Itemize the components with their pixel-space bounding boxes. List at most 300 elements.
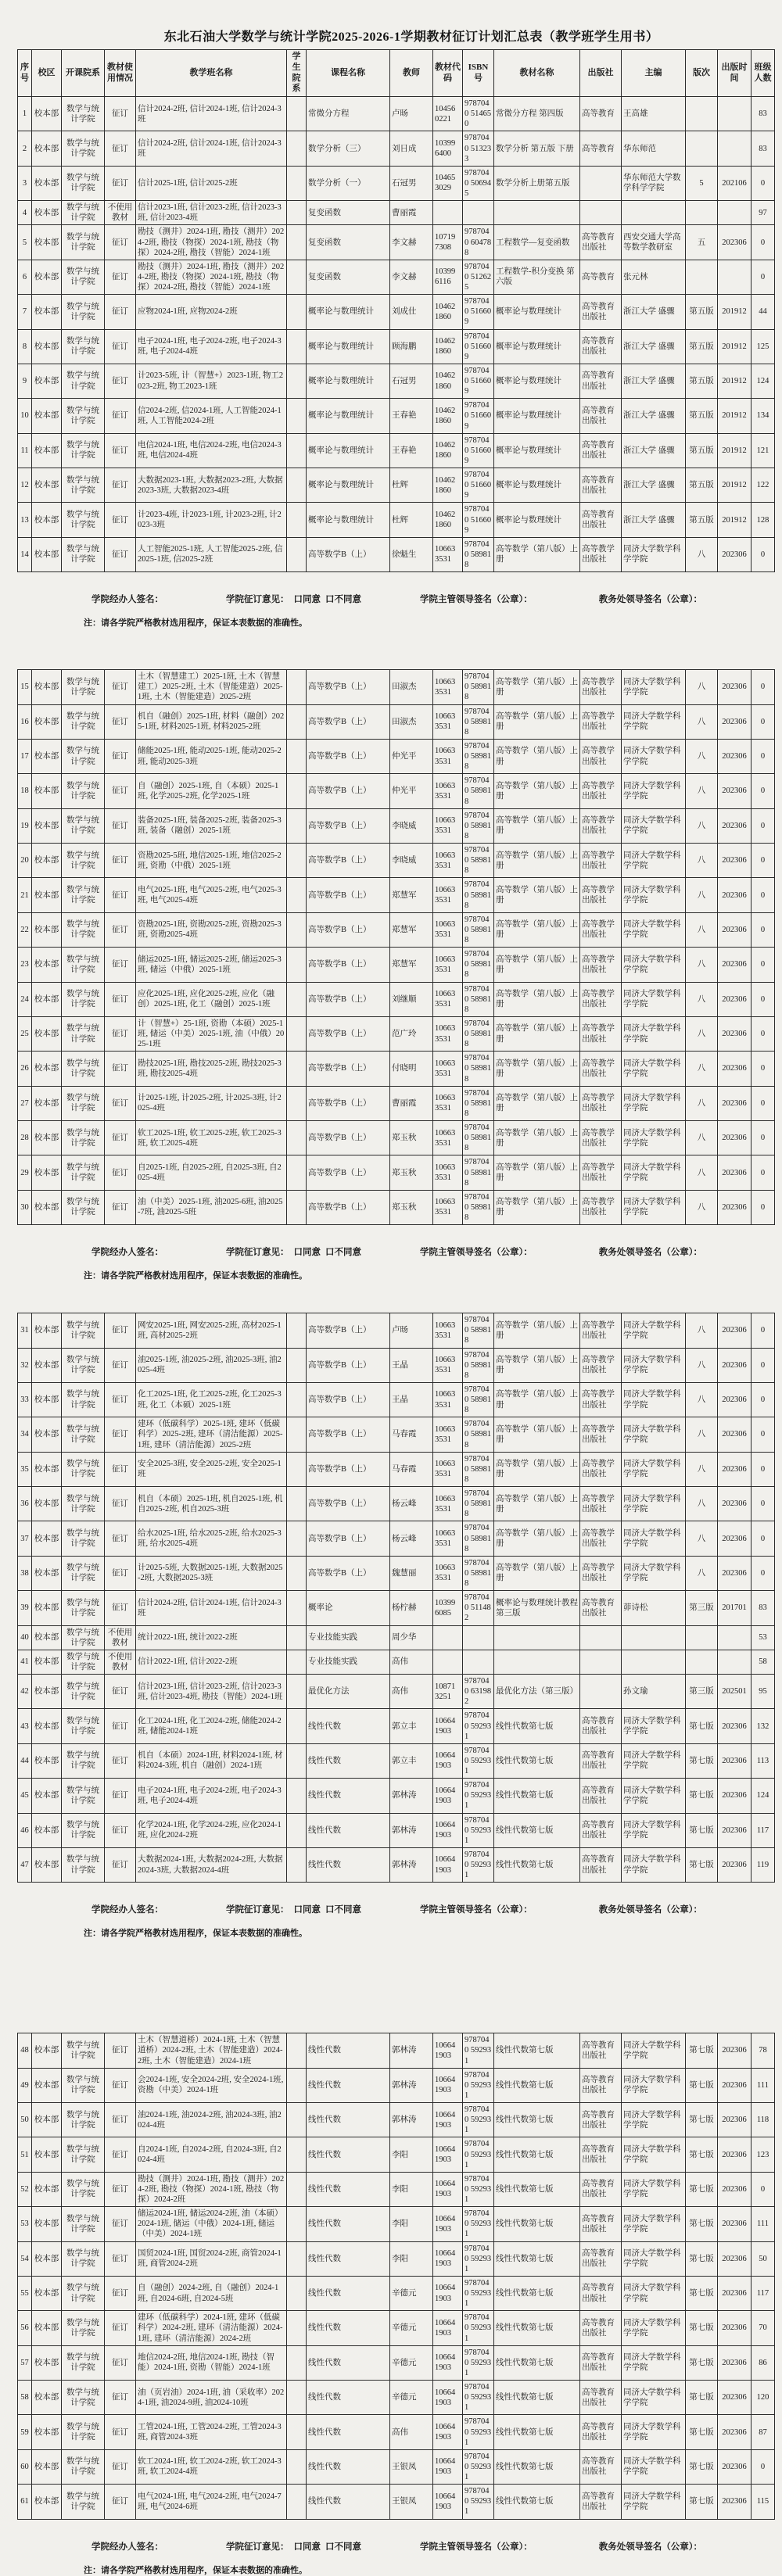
cell-no: 18 bbox=[18, 774, 32, 808]
cell-course: 高等数学B（上） bbox=[307, 704, 390, 739]
cell-teacher: 郭林涛 bbox=[390, 2068, 433, 2102]
cell-isbn: 9787040 516609 bbox=[463, 295, 494, 329]
cell-course: 高等数学B（上） bbox=[307, 1016, 390, 1051]
cell-code: 10664 1903 bbox=[433, 2137, 463, 2172]
cell-code: 10663 3531 bbox=[433, 1382, 463, 1417]
cell-teacher: 郭立丰 bbox=[390, 1743, 433, 1778]
cell-publisher: 高等教学出版社 bbox=[580, 774, 622, 808]
cell-editor: 华东师范大学数学科学学院 bbox=[622, 166, 686, 200]
cell-dept: 数学与统计学院 bbox=[62, 1521, 105, 1556]
table-row bbox=[18, 774, 775, 808]
col-header-course: 课程名称 bbox=[307, 50, 390, 97]
cell-classes: 会2024-1班, 安全2024-2班, 安全2024-1班, 资勘（中美）2024-1班 bbox=[136, 2068, 287, 2102]
cell-studept bbox=[287, 1650, 307, 1674]
cell-usage: 征订 bbox=[105, 260, 136, 294]
cell-isbn: 9787040 589818 bbox=[463, 670, 494, 704]
cell-count: 113 bbox=[752, 1743, 775, 1778]
cell-teacher: 石冠男 bbox=[390, 364, 433, 398]
cell-count: 118 bbox=[752, 2103, 775, 2137]
cell-pubtime: 202306 bbox=[718, 1155, 752, 1190]
cell-course: 概率论与数理统计 bbox=[307, 295, 390, 329]
cell-classes: 信2024-2班, 信2024-1班, 人工智能2024-1班, 人工智能2024-2班 bbox=[136, 399, 287, 433]
cell-teacher: 郑玉秋 bbox=[390, 1121, 433, 1155]
cell-no: 20 bbox=[18, 844, 32, 878]
cell-editor: 同济大学数学科学学院 bbox=[622, 1556, 686, 1590]
cell-no: 46 bbox=[18, 1813, 32, 1847]
cell-editor: 张元林 bbox=[622, 260, 686, 294]
cell-usage: 征订 bbox=[105, 2485, 136, 2519]
cell-teacher: 田淑杰 bbox=[390, 704, 433, 739]
cell-classes: 大数据2024-1班, 大数据2024-2班, 大数据2024-3班, 大数据2024-4班 bbox=[136, 1847, 287, 1882]
cell-editor: 同济大学数学科学学院 bbox=[622, 2068, 686, 2102]
cell-classes: 化学2024-1班, 化学2024-2班, 应化2024-1班, 应化2024-2班 bbox=[136, 1813, 287, 1847]
cell-pubtime: 202306 bbox=[718, 1417, 752, 1452]
cell-edition: 第五版 bbox=[686, 295, 718, 329]
cell-classes: 计2023-4班, 计2023-1班, 计2023-2班, 计2023-3班 bbox=[136, 503, 287, 537]
cell-usage: 征订 bbox=[105, 1313, 136, 1348]
cell-code bbox=[433, 201, 463, 225]
cell-pubtime: 202306 bbox=[718, 774, 752, 808]
cell-edition: 第七版 bbox=[686, 2172, 718, 2206]
cell-no: 60 bbox=[18, 2449, 32, 2484]
cell-code: 10663 3531 bbox=[433, 1313, 463, 1348]
cell-book: 高等数学（第八版）上册 bbox=[494, 1086, 580, 1120]
cell-editor: 同济大学数学科学学院 bbox=[622, 1155, 686, 1190]
cell-edition: 第七版 bbox=[686, 1847, 718, 1882]
signer-label: 学院经办人签名： bbox=[91, 595, 163, 605]
cell-editor: 同济大学数学科学学院 bbox=[622, 2137, 686, 2172]
cell-dept: 数学与统计学院 bbox=[62, 1121, 105, 1155]
cell-edition: 第五版 bbox=[686, 399, 718, 433]
cell-edition: 第七版 bbox=[686, 2241, 718, 2276]
col-header-usage: 教材使用情况 bbox=[105, 50, 136, 97]
cell-code: 10664 1903 bbox=[433, 2241, 463, 2276]
table-row bbox=[18, 433, 775, 468]
cell-code: 10663 3531 bbox=[433, 1086, 463, 1120]
cell-publisher: 高等教学出版社 bbox=[580, 1452, 622, 1486]
cell-dept: 数学与统计学院 bbox=[62, 503, 105, 537]
cell-dept: 数学与统计学院 bbox=[62, 2345, 105, 2380]
cell-course: 高等数学B（上） bbox=[307, 1417, 390, 1452]
cell-isbn: 9787040 589818 bbox=[463, 844, 494, 878]
cell-campus: 校本部 bbox=[32, 1675, 62, 1709]
note-text: 注：请各学院严格教材选用程序，保证本表数据的准确性。 bbox=[84, 1929, 307, 1939]
cell-usage: 征订 bbox=[105, 468, 136, 503]
cell-pubtime bbox=[718, 97, 752, 131]
cell-book: 线性代数第七版 bbox=[494, 1847, 580, 1882]
cell-publisher: 高等教学出版社 bbox=[580, 808, 622, 843]
cell-publisher: 高等教育出版社 bbox=[580, 225, 622, 260]
cell-dept: 数学与统计学院 bbox=[62, 1190, 105, 1224]
cell-studept bbox=[287, 2033, 307, 2068]
cell-teacher: 李晓威 bbox=[390, 844, 433, 878]
cell-dept: 数学与统计学院 bbox=[62, 2172, 105, 2206]
cell-campus: 校本部 bbox=[32, 1016, 62, 1051]
cell-course: 概率论与数理统计 bbox=[307, 364, 390, 398]
cell-book: 高等数学（第八版）上册 bbox=[494, 1052, 580, 1086]
cell-classes: 计2023-5班, 计（智慧+）2023-1班, 物工2023-2班, 物工2023-1班 bbox=[136, 364, 287, 398]
cell-campus: 校本部 bbox=[32, 1348, 62, 1382]
cell-no: 17 bbox=[18, 739, 32, 773]
cell-edition: 八 bbox=[686, 1052, 718, 1086]
cell-teacher: 刘继顺 bbox=[390, 982, 433, 1016]
cell-usage: 征订 bbox=[105, 433, 136, 468]
cell-isbn: 9787040 516609 bbox=[463, 468, 494, 503]
cell-dept: 数学与统计学院 bbox=[62, 1650, 105, 1674]
cell-code: 10664 1903 bbox=[433, 2172, 463, 2206]
cell-classes: 计2025-5班, 大数据2025-1班, 大数据2025-2班, 大数据2025-3班 bbox=[136, 1556, 287, 1590]
cell-campus: 校本部 bbox=[32, 912, 62, 947]
cell-edition: 八 bbox=[686, 948, 718, 982]
cell-pubtime: 202306 bbox=[718, 1813, 752, 1847]
cell-count: 0 bbox=[752, 1155, 775, 1190]
cell-publisher: 高等教学出版社 bbox=[580, 1382, 622, 1417]
cell-editor: 同济大学数学科学学院 bbox=[622, 1847, 686, 1882]
cell-edition: 第七版 bbox=[686, 1709, 718, 1743]
cell-count: 44 bbox=[752, 295, 775, 329]
cell-code: 10663 3531 bbox=[433, 1348, 463, 1382]
cell-classes: 软工2024-1班, 软工2024-2班, 软工2024-3班, 软工2024-4班 bbox=[136, 2449, 287, 2484]
cell-teacher: 杜辉 bbox=[390, 503, 433, 537]
cell-isbn: 9787040 589818 bbox=[463, 1155, 494, 1190]
cell-count: 128 bbox=[752, 503, 775, 537]
cell-studept bbox=[287, 1121, 307, 1155]
table-row bbox=[18, 1052, 775, 1086]
cell-count: 119 bbox=[752, 1847, 775, 1882]
cell-publisher: 高等教学出版社 bbox=[580, 670, 622, 704]
cell-usage: 征订 bbox=[105, 1847, 136, 1882]
table-row bbox=[18, 2345, 775, 2380]
cell-dept: 数学与统计学院 bbox=[62, 1556, 105, 1590]
cell-book: 数学分析上册第五版 bbox=[494, 166, 580, 200]
cell-count: 124 bbox=[752, 364, 775, 398]
cell-editor: 同济大学数学科学学院 bbox=[622, 1452, 686, 1486]
cell-usage: 征订 bbox=[105, 1382, 136, 1417]
cell-isbn: 9787040 589818 bbox=[463, 948, 494, 982]
cell-isbn: 9787040 592931 bbox=[463, 2345, 494, 2380]
cell-publisher: 高等教育出版社 bbox=[580, 329, 622, 364]
table-row bbox=[18, 2311, 775, 2345]
cell-book: 线性代数第七版 bbox=[494, 2485, 580, 2519]
cell-no: 57 bbox=[18, 2345, 32, 2380]
cell-book: 高等数学（第八版）上册 bbox=[494, 982, 580, 1016]
cell-no: 27 bbox=[18, 1086, 32, 1120]
cell-no: 7 bbox=[18, 295, 32, 329]
cell-no: 39 bbox=[18, 1591, 32, 1625]
order-table-section-2 bbox=[17, 669, 775, 1225]
cell-studept bbox=[287, 1591, 307, 1625]
cell-editor: 同济大学数学科学学院 bbox=[622, 1487, 686, 1521]
cell-teacher: 郑慧军 bbox=[390, 912, 433, 947]
cell-course: 线性代数 bbox=[307, 2137, 390, 2172]
cell-dept: 数学与统计学院 bbox=[62, 131, 105, 166]
cell-course: 高等数学B（上） bbox=[307, 670, 390, 704]
cell-edition: 第七版 bbox=[686, 2276, 718, 2310]
cell-book: 线性代数第七版 bbox=[494, 2241, 580, 2276]
cell-dept: 数学与统计学院 bbox=[62, 1743, 105, 1778]
cell-dept: 数学与统计学院 bbox=[62, 1779, 105, 1813]
cell-isbn bbox=[463, 1650, 494, 1674]
cell-studept bbox=[287, 433, 307, 468]
cell-isbn: 9787040 592931 bbox=[463, 2207, 494, 2241]
cell-classes: 工管2024-1班, 工管2024-2班, 工管2024-3班, 商管2024-3班 bbox=[136, 2415, 287, 2449]
cell-usage: 征订 bbox=[105, 739, 136, 773]
cell-usage: 征订 bbox=[105, 2172, 136, 2206]
cell-editor: 同济大学数学科学学院 bbox=[622, 2449, 686, 2484]
cell-studept bbox=[287, 1155, 307, 1190]
cell-count: 111 bbox=[752, 2207, 775, 2241]
cell-teacher: 高伟 bbox=[390, 2415, 433, 2449]
cell-editor: 同济大学数学科学学院 bbox=[622, 2172, 686, 2206]
cell-no: 47 bbox=[18, 1847, 32, 1882]
cell-count: 0 bbox=[752, 1487, 775, 1521]
cell-count: 121 bbox=[752, 433, 775, 468]
cell-edition: 第七版 bbox=[686, 2033, 718, 2068]
cell-teacher: 卢旸 bbox=[390, 1313, 433, 1348]
cell-pubtime: 202306 bbox=[718, 1743, 752, 1778]
cell-course: 线性代数 bbox=[307, 2033, 390, 2068]
note-text: 注：请各学院严格教材选用程序，保证本表数据的准确性。 bbox=[84, 618, 307, 629]
cell-studept bbox=[287, 225, 307, 260]
cell-edition: 第七版 bbox=[686, 2311, 718, 2345]
cell-edition: 第五版 bbox=[686, 503, 718, 537]
cell-editor bbox=[622, 201, 686, 225]
cell-code: 10663 3531 bbox=[433, 537, 463, 571]
cell-classes: 勘技（测井）2024-1班, 勘技（测井）2024-2班, 勘技（物探）2024-1班, 勘技（物探）2024-2班, 勘技（智能）2024-1班 bbox=[136, 260, 287, 294]
cell-studept bbox=[287, 2103, 307, 2137]
cell-course: 高等数学B（上） bbox=[307, 1452, 390, 1486]
cell-course: 复变函数 bbox=[307, 201, 390, 225]
cell-teacher: 石冠男 bbox=[390, 166, 433, 200]
table-row bbox=[18, 2415, 775, 2449]
cell-isbn: 9787040 516609 bbox=[463, 364, 494, 398]
cell-pubtime: 202306 bbox=[718, 1452, 752, 1486]
cell-course: 线性代数 bbox=[307, 1743, 390, 1778]
cell-studept bbox=[287, 982, 307, 1016]
cell-course: 高等数学B（上） bbox=[307, 774, 390, 808]
cell-count: 0 bbox=[752, 982, 775, 1016]
table-row bbox=[18, 166, 775, 200]
cell-teacher: 高伟 bbox=[390, 1675, 433, 1709]
cell-teacher: 杜辉 bbox=[390, 468, 433, 503]
cell-pubtime: 202501 bbox=[718, 1675, 752, 1709]
cell-course: 线性代数 bbox=[307, 2103, 390, 2137]
cell-book: 概率论与数理统计 bbox=[494, 329, 580, 364]
cell-classes: 土木（智慧建工）2025-1班, 土木（智慧建工）2025-2班, 土木（智能建造）2025-1班, 土木（智能建造）2025-2班 bbox=[136, 670, 287, 704]
cell-teacher: 郭林涛 bbox=[390, 1847, 433, 1882]
cell-code: 10663 3531 bbox=[433, 1155, 463, 1190]
cell-edition: 八 bbox=[686, 1121, 718, 1155]
cell-code: 10664 1903 bbox=[433, 2033, 463, 2068]
cell-dept: 数学与统计学院 bbox=[62, 2381, 105, 2415]
cell-isbn: 9787040 589818 bbox=[463, 1521, 494, 1556]
cell-book: 线性代数第七版 bbox=[494, 2449, 580, 2484]
cell-dept: 数学与统计学院 bbox=[62, 1417, 105, 1452]
cell-classes: 地信2024-2班, 地信2024-1班, 勘技（智能）2024-1班, 资勘（智能）2024-1班 bbox=[136, 2345, 287, 2380]
cell-edition: 八 bbox=[686, 1348, 718, 1382]
cell-pubtime: 202306 bbox=[718, 2311, 752, 2345]
cell-classes: 计（智慧+）25-1班, 资勘（本硕）2025-1班, 储运（中美）2025-1班, 油（中俄）2025-1班 bbox=[136, 1016, 287, 1051]
cell-publisher: 高等教育出版社 bbox=[580, 2137, 622, 2172]
cell-usage: 征订 bbox=[105, 399, 136, 433]
cell-teacher: 王银凤 bbox=[390, 2449, 433, 2484]
cell-edition: 八 bbox=[686, 808, 718, 843]
cell-code: 10663 3531 bbox=[433, 808, 463, 843]
cell-classes: 应化2025-1班, 应化2025-2班, 应化（融创）2025-1班, 化工（融创）2025-1班 bbox=[136, 982, 287, 1016]
order-table-section-3 bbox=[17, 1313, 775, 1883]
cell-code: 10399 6400 bbox=[433, 131, 463, 166]
cell-isbn: 9787040 589818 bbox=[463, 808, 494, 843]
cell-edition: 第七版 bbox=[686, 2207, 718, 2241]
cell-usage: 征订 bbox=[105, 2241, 136, 2276]
cell-pubtime: 202306 bbox=[718, 2485, 752, 2519]
cell-dept: 数学与统计学院 bbox=[62, 1052, 105, 1086]
cell-book: 线性代数第七版 bbox=[494, 2137, 580, 2172]
cell-code: 10462 1860 bbox=[433, 399, 463, 433]
cell-book: 线性代数第七版 bbox=[494, 2033, 580, 2068]
cell-edition: 八 bbox=[686, 774, 718, 808]
cell-isbn: 9787040 592931 bbox=[463, 2276, 494, 2310]
cell-editor: 同济大学数学科学学院 bbox=[622, 2033, 686, 2068]
cell-book: 高等数学（第八版）上册 bbox=[494, 1155, 580, 1190]
cell-studept bbox=[287, 1190, 307, 1224]
cell-isbn: 9787040 631982 bbox=[463, 1675, 494, 1709]
cell-campus: 校本部 bbox=[32, 2172, 62, 2206]
cell-dept: 数学与统计学院 bbox=[62, 739, 105, 773]
cell-studept bbox=[287, 260, 307, 294]
cell-classes: 电信2024-1班, 电信2024-2班, 电信2024-3班, 电信2024-4班 bbox=[136, 433, 287, 468]
cell-no: 3 bbox=[18, 166, 32, 200]
cell-code: 10456 0221 bbox=[433, 97, 463, 131]
col-header-no: 序号 bbox=[18, 50, 32, 97]
cell-course: 高等数学B（上） bbox=[307, 878, 390, 912]
cell-editor: 同济大学数学科学学院 bbox=[622, 2241, 686, 2276]
cell-book: 高等数学（第八版）上册 bbox=[494, 537, 580, 571]
cell-pubtime: 202306 bbox=[718, 1121, 752, 1155]
cell-count: 83 bbox=[752, 97, 775, 131]
dean-sign-label: 教务处领导签名（公章）： bbox=[598, 2542, 702, 2552]
cell-publisher: 高等教育出版社 bbox=[580, 2345, 622, 2380]
cell-count: 50 bbox=[752, 2241, 775, 2276]
cell-count: 0 bbox=[752, 808, 775, 843]
cell-code: 10663 3531 bbox=[433, 912, 463, 947]
cell-code: 10462 1860 bbox=[433, 295, 463, 329]
cell-dept: 数学与统计学院 bbox=[62, 329, 105, 364]
cell-isbn: 9787040 592931 bbox=[463, 2137, 494, 2172]
cell-studept bbox=[287, 537, 307, 571]
cell-publisher: 高等教育 bbox=[580, 131, 622, 166]
cell-usage: 征订 bbox=[105, 1556, 136, 1590]
cell-usage: 征订 bbox=[105, 2345, 136, 2380]
cell-publisher bbox=[580, 1625, 622, 1650]
cell-dept: 数学与统计学院 bbox=[62, 433, 105, 468]
cell-usage: 征订 bbox=[105, 1591, 136, 1625]
cell-campus: 校本部 bbox=[32, 1487, 62, 1521]
cell-edition: 八 bbox=[686, 844, 718, 878]
cell-isbn: 9787040 514650 bbox=[463, 97, 494, 131]
cell-studept bbox=[287, 1779, 307, 1813]
cell-usage: 征订 bbox=[105, 1348, 136, 1382]
cell-usage: 征订 bbox=[105, 2068, 136, 2102]
cell-dept: 数学与统计学院 bbox=[62, 808, 105, 843]
cell-pubtime: 202306 bbox=[718, 225, 752, 260]
cell-no: 25 bbox=[18, 1016, 32, 1051]
cell-edition: 五 bbox=[686, 225, 718, 260]
cell-dept: 数学与统计学院 bbox=[62, 982, 105, 1016]
cell-edition: 第七版 bbox=[686, 1779, 718, 1813]
cell-editor: 同济大学数学科学学院 bbox=[622, 670, 686, 704]
cell-editor: 同济大学数学科学学院 bbox=[622, 537, 686, 571]
cell-editor: 浙江大学 盛骤 bbox=[622, 433, 686, 468]
cell-pubtime: 202306 bbox=[718, 1779, 752, 1813]
cell-no: 52 bbox=[18, 2172, 32, 2206]
cell-pubtime: 202306 bbox=[718, 1487, 752, 1521]
cell-studept bbox=[287, 1052, 307, 1086]
cell-no: 61 bbox=[18, 2485, 32, 2519]
table-row bbox=[18, 2207, 775, 2241]
cell-editor: 同济大学数学科学学院 bbox=[622, 1417, 686, 1452]
leader-sign-label: 学院主管领导签名（公章）： bbox=[420, 1248, 533, 1258]
cell-count: 0 bbox=[752, 670, 775, 704]
cell-editor: 王高雄 bbox=[622, 97, 686, 131]
cell-isbn: 9787040 592931 bbox=[463, 1779, 494, 1813]
cell-campus: 校本部 bbox=[32, 1417, 62, 1452]
cell-editor: 同济大学数学科学学院 bbox=[622, 739, 686, 773]
cell-isbn: 9787040 512625 bbox=[463, 260, 494, 294]
opinion-label: 学院征订意见： 口同意 口不同意 bbox=[226, 595, 361, 605]
cell-campus: 校本部 bbox=[32, 844, 62, 878]
cell-studept bbox=[287, 912, 307, 947]
cell-book: 高等数学（第八版）上册 bbox=[494, 844, 580, 878]
cell-publisher: 高等教育出版社 bbox=[580, 468, 622, 503]
table-row bbox=[18, 808, 775, 843]
cell-studept bbox=[287, 468, 307, 503]
cell-dept: 数学与统计学院 bbox=[62, 1313, 105, 1348]
cell-isbn: 9787040 592931 bbox=[463, 2033, 494, 2068]
cell-teacher: 田淑杰 bbox=[390, 670, 433, 704]
cell-code: 10664 1903 bbox=[433, 2381, 463, 2415]
cell-teacher: 杨云峰 bbox=[390, 1487, 433, 1521]
cell-usage: 征订 bbox=[105, 2381, 136, 2415]
cell-editor: 同济大学数学科学学院 bbox=[622, 1382, 686, 1417]
cell-book: 线性代数第七版 bbox=[494, 1813, 580, 1847]
cell-edition: 第七版 bbox=[686, 1813, 718, 1847]
cell-dept: 数学与统计学院 bbox=[62, 2276, 105, 2310]
cell-course: 数学分析（三） bbox=[307, 131, 390, 166]
cell-course: 线性代数 bbox=[307, 1709, 390, 1743]
cell-studept bbox=[287, 2137, 307, 2172]
table-row bbox=[18, 1743, 775, 1778]
cell-isbn: 9787040 592931 bbox=[463, 2311, 494, 2345]
cell-usage: 征订 bbox=[105, 2449, 136, 2484]
cell-count: 83 bbox=[752, 1591, 775, 1625]
cell-course: 概率论 bbox=[307, 1591, 390, 1625]
table-row bbox=[18, 1121, 775, 1155]
cell-isbn bbox=[463, 1625, 494, 1650]
cell-count: 125 bbox=[752, 329, 775, 364]
cell-isbn: 9787040 589818 bbox=[463, 1487, 494, 1521]
cell-course: 线性代数 bbox=[307, 2241, 390, 2276]
cell-editor: 浙江大学 盛骤 bbox=[622, 503, 686, 537]
cell-publisher: 高等教育出版社 bbox=[580, 1847, 622, 1882]
cell-course: 高等数学B（上） bbox=[307, 912, 390, 947]
cell-book: 工程数学-积分变换 第六版 bbox=[494, 260, 580, 294]
cell-no: 30 bbox=[18, 1190, 32, 1224]
cell-book: 线性代数第七版 bbox=[494, 2415, 580, 2449]
cell-usage: 征订 bbox=[105, 774, 136, 808]
cell-studept bbox=[287, 670, 307, 704]
cell-pubtime: 202306 bbox=[718, 2276, 752, 2310]
